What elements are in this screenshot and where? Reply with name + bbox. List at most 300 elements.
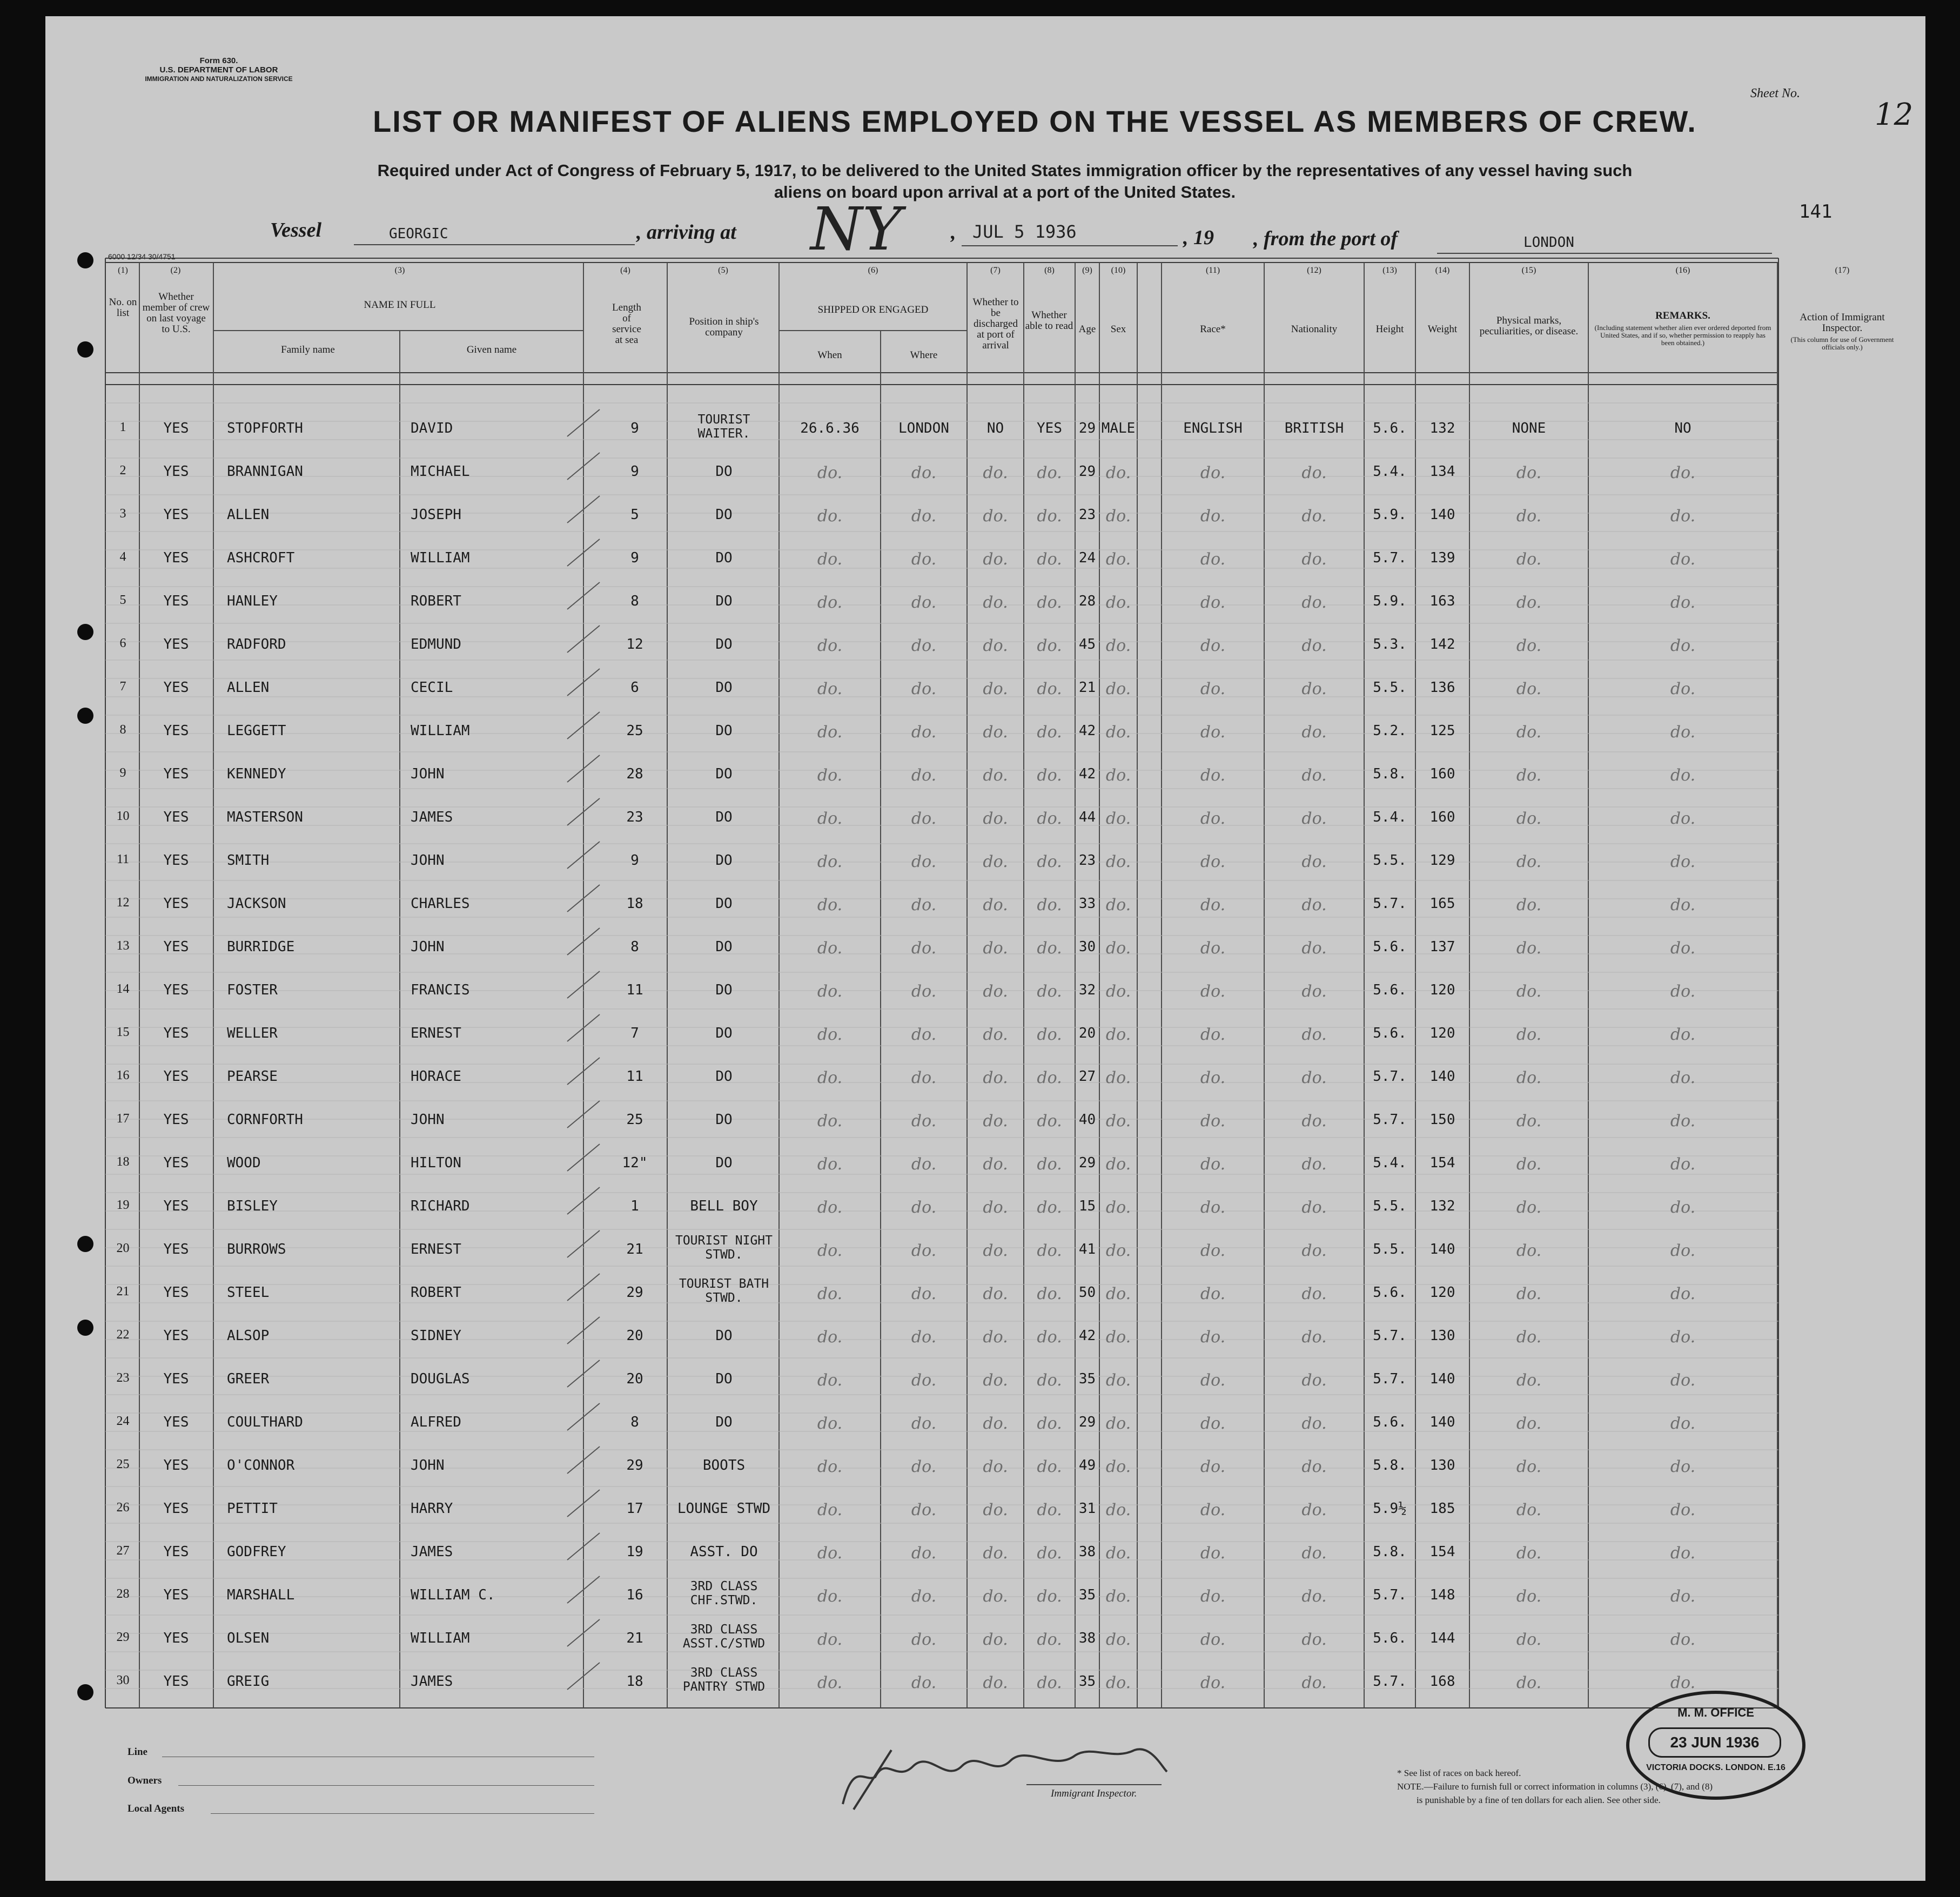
cell-sex: do.	[1105, 463, 1131, 482]
cell-read: do.	[1037, 1371, 1062, 1390]
cell-read: do.	[1037, 636, 1062, 655]
cell-remarks: do.	[1670, 1112, 1696, 1131]
cell-no: 27	[116, 1544, 130, 1558]
cell-family: GREER	[227, 1371, 270, 1387]
colnum-16: (16)	[1675, 266, 1690, 275]
form-number: Form 630.	[199, 56, 238, 65]
cell-length: 5	[630, 507, 639, 523]
head-shipped-engaged: SHIPPED OR ENGAGED	[817, 304, 929, 315]
cell-length: 17	[626, 1501, 643, 1517]
cell-no: 22	[116, 1328, 130, 1342]
cell-height: 5.4.	[1373, 809, 1407, 825]
cell-length: 25	[626, 723, 643, 739]
cell-member: YES	[163, 723, 189, 739]
cell-physical: do.	[1516, 1241, 1542, 1260]
cell-weight: 140	[1429, 1241, 1455, 1257]
cell-when: do.	[817, 1371, 843, 1390]
cell-height: 5.7.	[1373, 1371, 1407, 1387]
cell-member: YES	[163, 680, 189, 696]
cell-family: ASHCROFT	[227, 550, 295, 566]
cell-length: 20	[626, 1371, 643, 1387]
bureau: IMMIGRATION AND NATURALIZATION SERVICE	[145, 75, 293, 83]
cell-nationality: do.	[1301, 1328, 1327, 1347]
cell-length: 12	[626, 636, 643, 652]
cell-age: 29	[1078, 1414, 1096, 1430]
cell-no: 6	[119, 636, 126, 650]
head-length: Length of service at sea	[612, 302, 641, 346]
head-able-to-read: Whether able to read	[1025, 310, 1073, 332]
cell-age: 40	[1078, 1112, 1096, 1128]
cell-disch: do.	[983, 550, 1008, 569]
cell-no: 28	[116, 1587, 130, 1601]
cell-position: DO	[715, 766, 733, 782]
cell-disch: do.	[983, 896, 1008, 914]
cell-weight: 148	[1429, 1587, 1455, 1603]
cell-nationality: do.	[1301, 896, 1327, 914]
cell-read: do.	[1037, 896, 1062, 914]
cell-weight: 185	[1429, 1501, 1455, 1517]
cell-family: PEARSE	[227, 1068, 278, 1085]
cell-read: do.	[1037, 1544, 1062, 1563]
cell-height: 5.7.	[1373, 1328, 1407, 1344]
cell-remarks: do.	[1670, 939, 1696, 958]
cell-position: BELL BOY	[690, 1198, 758, 1214]
cell-family: GREIG	[227, 1673, 270, 1690]
stamp-top: M. M. OFFICE	[1677, 1706, 1754, 1719]
cell-disch: do.	[983, 1371, 1008, 1390]
cell-age: 28	[1078, 593, 1096, 609]
cell-age: 45	[1078, 636, 1096, 652]
cell-race: do.	[1200, 1328, 1226, 1347]
cell-where: do.	[911, 1544, 937, 1563]
cell-race: do.	[1200, 1630, 1226, 1649]
cell-disch: do.	[983, 809, 1008, 828]
cell-when: do.	[817, 809, 843, 828]
cell-height: 5.7.	[1373, 1112, 1407, 1128]
cell-when: do.	[817, 1068, 843, 1087]
cell-nationality: do.	[1301, 1068, 1327, 1087]
cell-member: YES	[163, 636, 189, 652]
cell-race: do.	[1200, 463, 1226, 482]
cell-sex: MALE	[1101, 420, 1136, 436]
cell-age: 29	[1078, 1155, 1096, 1171]
cell-member: YES	[163, 852, 189, 869]
cell-given: JAMES	[411, 1544, 453, 1560]
cell-no: 9	[119, 766, 126, 780]
cell-remarks: do.	[1670, 593, 1696, 612]
cell-position: DO	[715, 896, 733, 912]
cell-family: HANLEY	[227, 593, 278, 609]
cell-remarks: do.	[1670, 636, 1696, 655]
cell-member: YES	[163, 463, 189, 480]
cell-weight: 130	[1429, 1328, 1455, 1344]
cell-weight: 125	[1429, 723, 1455, 739]
cell-length: 21	[626, 1241, 643, 1257]
note-line2: is punishable by a fine of ten dollars for each alien. See other side.	[1417, 1795, 1661, 1805]
cell-remarks: do.	[1670, 809, 1696, 828]
cell-member: YES	[163, 1068, 189, 1085]
cell-sex: do.	[1105, 939, 1131, 958]
cell-no: 16	[116, 1068, 130, 1082]
cell-where: do.	[911, 896, 937, 914]
cell-length: 25	[626, 1112, 643, 1128]
cell-physical: do.	[1516, 939, 1542, 958]
cell-given: HARRY	[411, 1501, 453, 1517]
cell-family: BURRIDGE	[227, 939, 295, 955]
cell-age: 50	[1078, 1284, 1096, 1301]
cell-age: 44	[1078, 809, 1096, 825]
cell-age: 35	[1078, 1587, 1096, 1603]
cell-when: do.	[817, 550, 843, 569]
colnum-4: (4)	[620, 266, 630, 275]
cell-remarks: do.	[1670, 1284, 1696, 1303]
cell-no: 18	[116, 1155, 130, 1169]
cell-read: do.	[1037, 766, 1062, 785]
sheet-label: Sheet No.	[1750, 86, 1800, 100]
cell-nationality: do.	[1301, 593, 1327, 612]
cell-member: YES	[163, 1630, 189, 1646]
cell-weight: 142	[1429, 636, 1455, 652]
cell-nationality: do.	[1301, 1112, 1327, 1131]
cell-physical: do.	[1516, 463, 1542, 482]
cell-no: 2	[119, 463, 126, 477]
cell-length: 20	[626, 1328, 643, 1344]
colnum-2: (2)	[170, 266, 181, 275]
cell-age: 49	[1078, 1457, 1096, 1474]
cell-disch: do.	[983, 593, 1008, 612]
cell-member: YES	[163, 809, 189, 825]
cell-position: DO	[715, 636, 733, 652]
cell-weight: 160	[1429, 766, 1455, 782]
head-family-name: Family name	[281, 344, 335, 355]
cell-where: do.	[911, 1587, 937, 1606]
note-line1: NOTE.—Failure to furnish full or correct information in columns (3), (6), (7), and (8)	[1397, 1781, 1713, 1792]
comma: ,	[951, 221, 956, 244]
cell-age: 38	[1078, 1544, 1096, 1560]
cell-sex: do.	[1105, 1155, 1131, 1174]
department: U.S. DEPARTMENT OF LABOR	[159, 65, 278, 75]
cell-length: 9	[630, 463, 639, 480]
cell-height: 5.5.	[1373, 852, 1407, 869]
cell-nationality: do.	[1301, 550, 1327, 569]
cell-height: 5.9.	[1373, 507, 1407, 523]
cell-weight: 140	[1429, 1068, 1455, 1085]
colnum-13: (13)	[1382, 266, 1397, 275]
cell-sex: do.	[1105, 982, 1131, 1001]
head-member: Whether member of crew on last voyage to U.S.	[142, 291, 210, 335]
cell-race: do.	[1200, 766, 1226, 785]
cell-where: do.	[911, 723, 937, 742]
page-number: 141	[1799, 201, 1833, 223]
cell-no: 25	[116, 1457, 130, 1471]
cell-read: do.	[1037, 1587, 1062, 1606]
cell-physical: do.	[1516, 809, 1542, 828]
cell-weight: 139	[1429, 550, 1455, 566]
cell-read: do.	[1037, 507, 1062, 526]
colnum-7: (7)	[990, 266, 1001, 275]
cell-where: do.	[911, 1371, 937, 1390]
cell-sex: do.	[1105, 1112, 1131, 1131]
cell-weight: 120	[1429, 1284, 1455, 1301]
cell-member: YES	[163, 1112, 189, 1128]
cell-remarks: do.	[1670, 852, 1696, 871]
colnum-3: (3)	[394, 266, 405, 275]
cell-when: do.	[817, 1025, 843, 1044]
cell-nationality: do.	[1301, 1587, 1327, 1606]
cell-disch: do.	[983, 1284, 1008, 1303]
cell-nationality: do.	[1301, 1284, 1327, 1303]
head-sex: Sex	[1110, 324, 1126, 335]
cell-given: JAMES	[411, 809, 453, 825]
cell-when: 26.6.36	[800, 420, 860, 436]
cell-no: 29	[116, 1630, 130, 1644]
sheet-number: 12	[1875, 97, 1914, 132]
cell-nationality: do.	[1301, 507, 1327, 526]
cell-given: ERNEST	[411, 1025, 461, 1041]
cell-sex: do.	[1105, 1025, 1131, 1044]
head-race: Race*	[1200, 324, 1226, 335]
head-remarks-note: (Including statement whether alien ever ordered deported from United States, and if so, whether permission to reapply has been obtained.)	[1594, 324, 1771, 347]
cell-family: STEEL	[227, 1284, 270, 1301]
cell-physical: do.	[1516, 1112, 1542, 1131]
cell-disch: do.	[983, 982, 1008, 1001]
cell-age: 23	[1078, 852, 1096, 869]
cell-physical: do.	[1516, 1414, 1542, 1433]
cell-physical: do.	[1516, 896, 1542, 914]
cell-length: 8	[630, 593, 639, 609]
cell-nationality: do.	[1301, 1155, 1327, 1174]
cell-sex: do.	[1105, 680, 1131, 698]
head-discharged: Whether to be discharged at port of arrival	[972, 297, 1019, 351]
cell-when: do.	[817, 1501, 843, 1519]
cell-physical: do.	[1516, 593, 1542, 612]
cell-nationality: do.	[1301, 1198, 1327, 1217]
cell-where: do.	[911, 1630, 937, 1649]
cell-physical: do.	[1516, 723, 1542, 742]
cell-when: do.	[817, 1112, 843, 1131]
cell-remarks: do.	[1670, 1457, 1696, 1476]
cell-physical: do.	[1516, 1501, 1542, 1519]
cell-weight: 137	[1429, 939, 1455, 955]
cell-disch: do.	[983, 1630, 1008, 1649]
cell-given: WILLIAM	[411, 550, 470, 566]
cell-given: JOHN	[411, 1112, 445, 1128]
cell-member: YES	[163, 1328, 189, 1344]
cell-position: ASST. DO	[690, 1544, 758, 1560]
cell-member: YES	[163, 550, 189, 566]
from-label: , from the port of	[1253, 227, 1398, 250]
cell-where: do.	[911, 1068, 937, 1087]
cell-weight: 140	[1429, 1371, 1455, 1387]
cell-member: YES	[163, 1457, 189, 1474]
cell-member: YES	[163, 1241, 189, 1257]
cell-where: do.	[911, 1328, 937, 1347]
head-action-note: (This column for use of Government officials only.)	[1790, 335, 1894, 351]
cell-position: 3RD CLASS CHF.STWD.	[690, 1579, 758, 1607]
cell-no: 3	[119, 507, 126, 521]
cell-read: do.	[1037, 1198, 1062, 1217]
cell-sex: do.	[1105, 1284, 1131, 1303]
cell-age: 21	[1078, 680, 1096, 696]
cell-family: WOOD	[227, 1155, 261, 1171]
cell-physical: do.	[1516, 1544, 1542, 1563]
cell-when: do.	[817, 1544, 843, 1563]
cell-given: JOHN	[411, 766, 445, 782]
cell-length: 28	[626, 766, 643, 782]
cell-read: do.	[1037, 982, 1062, 1001]
cell-nationality: do.	[1301, 1414, 1327, 1433]
cell-position: DO	[715, 852, 733, 869]
cell-length: 23	[626, 809, 643, 825]
cell-given: HORACE	[411, 1068, 461, 1085]
cell-length: 18	[626, 1673, 643, 1690]
cell-family: GODFREY	[227, 1544, 286, 1560]
cell-when: do.	[817, 636, 843, 655]
cell-family: COULTHARD	[227, 1414, 303, 1430]
cell-when: do.	[817, 896, 843, 914]
cell-height: 5.8.	[1373, 1457, 1407, 1474]
cell-where: LONDON	[898, 420, 949, 436]
cell-position: DO	[715, 680, 733, 696]
head-position: Position in ship's company	[689, 316, 759, 338]
cell-when: do.	[817, 1155, 843, 1174]
year-label: , 19	[1183, 226, 1214, 249]
cell-remarks: do.	[1670, 550, 1696, 569]
cell-member: YES	[163, 507, 189, 523]
cell-disch: do.	[983, 766, 1008, 785]
cell-member: YES	[163, 1501, 189, 1517]
cell-sex: do.	[1105, 1241, 1131, 1260]
cell-given: JOSEPH	[411, 507, 461, 523]
cell-position: LOUNGE STWD	[677, 1501, 771, 1517]
cell-height: 5.6.	[1373, 1284, 1407, 1301]
cell-remarks: do.	[1670, 1155, 1696, 1174]
cell-position: DO	[715, 723, 733, 739]
cell-remarks: do.	[1670, 766, 1696, 785]
cell-remarks: do.	[1670, 463, 1696, 482]
cell-race: do.	[1200, 1501, 1226, 1519]
cell-weight: 163	[1429, 593, 1455, 609]
cell-member: YES	[163, 1587, 189, 1603]
cell-nationality: do.	[1301, 636, 1327, 655]
cell-remarks: do.	[1670, 1630, 1696, 1649]
cell-read: do.	[1037, 1112, 1062, 1131]
cell-race: ENGLISH	[1183, 420, 1243, 436]
cell-disch: do.	[983, 852, 1008, 871]
cell-age: 33	[1078, 896, 1096, 912]
cell-height: 5.6.	[1373, 939, 1407, 955]
cell-disch: do.	[983, 1457, 1008, 1476]
cell-age: 35	[1078, 1673, 1096, 1690]
cell-read: do.	[1037, 852, 1062, 871]
cell-sex: do.	[1105, 723, 1131, 742]
cell-length: 16	[626, 1587, 643, 1603]
cell-no: 24	[116, 1414, 130, 1428]
cell-family: LEGGETT	[227, 723, 286, 739]
head-no-on-list: No. on list	[109, 297, 137, 319]
cell-member: YES	[163, 766, 189, 782]
cell-no: 14	[116, 982, 130, 996]
stamp-bottom: VICTORIA DOCKS. LONDON. E.16	[1646, 1763, 1786, 1772]
cell-length: 29	[626, 1457, 643, 1474]
cell-read: do.	[1037, 1501, 1062, 1519]
cell-when: do.	[817, 507, 843, 526]
cell-sex: do.	[1105, 766, 1131, 785]
cell-nationality: do.	[1301, 1501, 1327, 1519]
cell-height: 5.5.	[1373, 1198, 1407, 1214]
cell-race: do.	[1200, 636, 1226, 655]
head-remarks: REMARKS.	[1655, 310, 1710, 321]
cell-race: do.	[1200, 852, 1226, 871]
cell-age: 20	[1078, 1025, 1096, 1041]
cell-nationality: do.	[1301, 1241, 1327, 1260]
cell-age: 41	[1078, 1241, 1096, 1257]
cell-weight: 132	[1429, 1198, 1455, 1214]
cell-member: YES	[163, 420, 189, 436]
cell-family: CORNFORTH	[227, 1112, 303, 1128]
cell-where: do.	[911, 463, 937, 482]
cell-read: do.	[1037, 1241, 1062, 1260]
cell-race: do.	[1200, 1198, 1226, 1217]
cell-height: 5.6.	[1373, 420, 1407, 436]
cell-family: WELLER	[227, 1025, 278, 1041]
head-height: Height	[1375, 324, 1404, 335]
cell-where: do.	[911, 1284, 937, 1303]
cell-age: 42	[1078, 723, 1096, 739]
cell-disch: do.	[983, 1155, 1008, 1174]
cell-remarks: do.	[1670, 1025, 1696, 1044]
cell-age: 42	[1078, 766, 1096, 782]
cell-family: RADFORD	[227, 636, 286, 652]
cell-remarks: do.	[1670, 1544, 1696, 1563]
cell-family: BISLEY	[227, 1198, 278, 1214]
cell-no: 10	[116, 809, 130, 823]
cell-position: DO	[715, 1112, 733, 1128]
cell-physical: do.	[1516, 982, 1542, 1001]
cell-nationality: do.	[1301, 982, 1327, 1001]
cell-remarks: do.	[1670, 1371, 1696, 1390]
office-stamp	[1626, 1691, 1805, 1800]
cell-length: 21	[626, 1630, 643, 1646]
cell-race: do.	[1200, 1068, 1226, 1087]
cell-weight: 168	[1429, 1673, 1455, 1690]
agents-field	[211, 1813, 594, 1814]
cell-height: 5.7.	[1373, 1587, 1407, 1603]
head-nationality: Nationality	[1291, 324, 1338, 335]
cell-sex: do.	[1105, 1328, 1131, 1347]
stamp-date: 23 JUN 1936	[1648, 1727, 1781, 1758]
cell-given: CHARLES	[411, 896, 470, 912]
cell-position: DO	[715, 463, 733, 480]
cell-when: do.	[817, 1241, 843, 1260]
print-code: 6000 12/34 30/4751	[108, 252, 176, 261]
cell-physical: do.	[1516, 507, 1542, 526]
cell-nationality: do.	[1301, 809, 1327, 828]
cell-read: do.	[1037, 809, 1062, 828]
cell-nationality: do.	[1301, 1371, 1327, 1390]
colnum-1: (1)	[118, 266, 128, 275]
cell-given: JOHN	[411, 939, 445, 955]
cell-remarks: do.	[1670, 723, 1696, 742]
cell-physical: do.	[1516, 1328, 1542, 1347]
cell-no: 12	[116, 896, 130, 910]
cell-nationality: do.	[1301, 1630, 1327, 1649]
cell-family: FOSTER	[227, 982, 278, 998]
colnum-14: (14)	[1435, 266, 1450, 275]
cell-length: 18	[626, 896, 643, 912]
cell-disch: do.	[983, 463, 1008, 482]
cell-where: do.	[911, 982, 937, 1001]
